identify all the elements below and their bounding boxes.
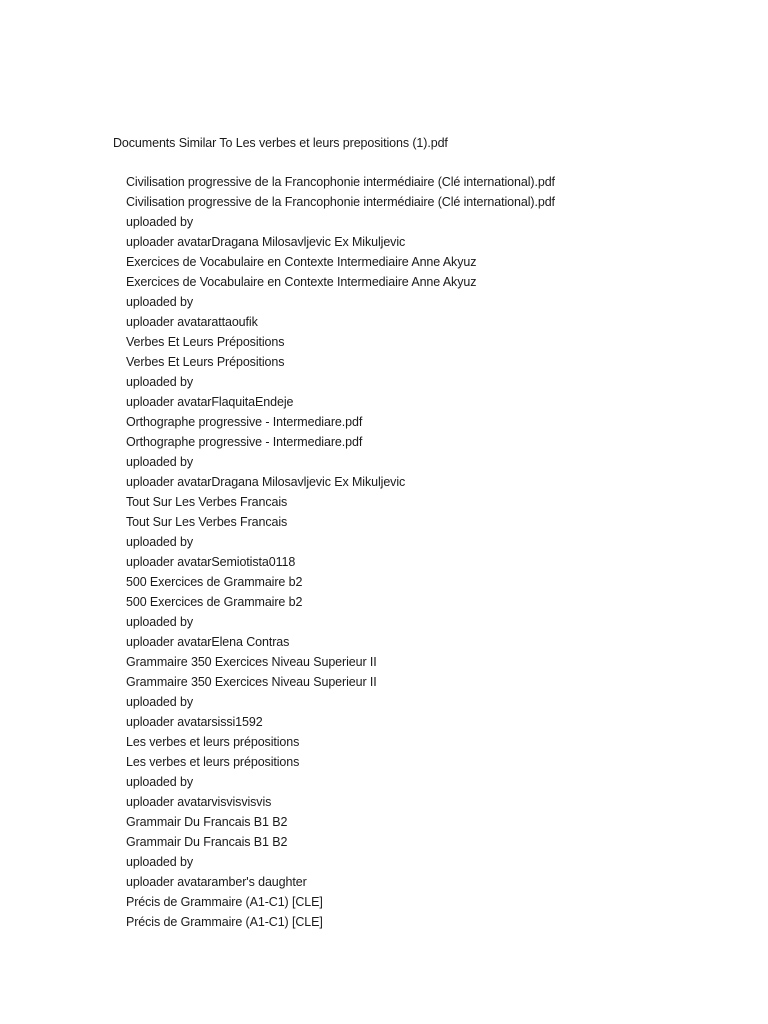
uploader-info[interactable]: uploader avatarattaoufik	[126, 315, 258, 329]
uploader-info[interactable]: uploader avatarsissi1592	[126, 715, 263, 729]
uploader-info[interactable]: uploader avataramber's daughter	[126, 875, 307, 889]
document-title-text: Orthographe progressive - Intermediare.pdf	[126, 435, 363, 449]
document-title-text: Les verbes et leurs prépositions	[126, 755, 300, 769]
uploaded-by-label: uploaded by	[126, 855, 194, 869]
uploaded-by-label: uploaded by	[126, 535, 194, 549]
document-title-link[interactable]: Les verbes et leurs prépositions	[126, 735, 300, 749]
uploaded-by-label: uploaded by	[126, 615, 194, 629]
uploader-info[interactable]: uploader avatarDragana Milosavljevic Ex Mikuljevic	[126, 235, 406, 249]
document-title-link[interactable]: Tout Sur Les Verbes Francais	[126, 495, 288, 509]
document-title-link[interactable]: Verbes Et Leurs Prépositions	[126, 335, 285, 349]
document-title-text: Exercices de Vocabulaire en Contexte Intermediaire Anne Akyuz	[126, 275, 477, 289]
document-title-text: Grammaire 350 Exercices Niveau Superieur II	[126, 675, 377, 689]
uploaded-by-label: uploaded by	[126, 775, 194, 789]
document-title-link[interactable]: 500 Exercices de Grammaire b2	[126, 575, 303, 589]
section-heading: Documents Similar To Les verbes et leurs prepositions (1).pdf	[113, 136, 448, 150]
uploaded-by-label: uploaded by	[126, 295, 194, 309]
uploaded-by-label: uploaded by	[126, 695, 194, 709]
document-title-link[interactable]: Orthographe progressive - Intermediare.pdf	[126, 415, 363, 429]
document-title-text: Précis de Grammaire (A1-C1) [CLE]	[126, 915, 323, 929]
document-title-text: Tout Sur Les Verbes Francais	[126, 515, 288, 529]
document-title-link[interactable]: Grammaire 350 Exercices Niveau Superieur II	[126, 655, 377, 669]
document-title-text: Civilisation progressive de la Francophonie intermédiaire (Clé international).pdf	[126, 195, 555, 209]
document-title-text: Verbes Et Leurs Prépositions	[126, 355, 285, 369]
uploader-info[interactable]: uploader avatarSemiotista0118	[126, 555, 296, 569]
uploaded-by-label: uploaded by	[126, 455, 194, 469]
uploader-info[interactable]: uploader avatarFlaquitaEndeje	[126, 395, 294, 409]
document-title-link[interactable]: Civilisation progressive de la Francophonie intermédiaire (Clé international).pdf	[126, 175, 555, 189]
uploader-info[interactable]: uploader avatarvisvisvisvis	[126, 795, 272, 809]
document-title-text: Grammair Du Francais B1 B2	[126, 835, 288, 849]
uploader-info[interactable]: uploader avatarElena Contras	[126, 635, 290, 649]
uploaded-by-label: uploaded by	[126, 215, 194, 229]
uploaded-by-label: uploaded by	[126, 375, 194, 389]
document-title-link[interactable]: Exercices de Vocabulaire en Contexte Intermediaire Anne Akyuz	[126, 255, 477, 269]
document-title-link[interactable]: Précis de Grammaire (A1-C1) [CLE]	[126, 895, 323, 909]
uploader-info[interactable]: uploader avatarDragana Milosavljevic Ex Mikuljevic	[126, 475, 406, 489]
similar-documents-list	[126, 172, 555, 932]
document-title-link[interactable]: Grammair Du Francais B1 B2	[126, 815, 288, 829]
document-title-text: 500 Exercices de Grammaire b2	[126, 595, 303, 609]
